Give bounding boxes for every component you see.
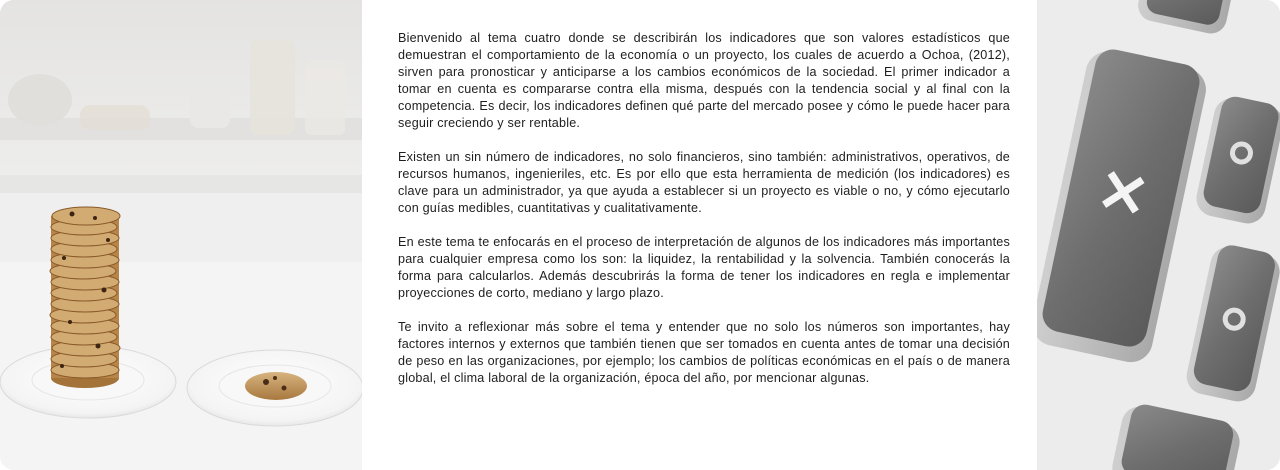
cookie-photo-illustration <box>0 0 362 470</box>
calculator-illustration <box>1037 0 1280 470</box>
calculator-keypad-photo <box>1037 0 1280 470</box>
intro-paragraph-1: Bienvenido al tema cuatro donde se describirán los indicadores que son valores estadísticos que demuestran el comportamiento de la economía o un proyecto, los cuales de acuerdo a Ochoa, (2012), sirven para pronosticar y anticiparse a los cambios económicos de la sociedad. El primer indicador a tomar en cuenta es compararse contra ella misma, después con la tendencia social y al final con la competencia. Es decir, los indicadores definen qué parte del mercado posee y cómo le puede hacer para seguir creciendo y ser rentable. <box>398 31 1010 130</box>
intro-text-body <box>398 30 1010 387</box>
intro-paragraph-4: Te invito a reflexionar más sobre el tema y entender que no solo los números son importantes, hay factores internos y externos que también tienen que ser tomados en cuenta antes de tomar una decisión de peso en las organizaciones, por ejemplo; los cambios de políticas económicas en el país o de manera global, el clima laboral de la organización, época del año, por mencionar algunas. <box>398 320 1010 385</box>
intro-paragraph-3: En este tema te enfocarás en el proceso de interpretación de algunos de los indicadores más importantes para cualquier empresa como los son: la liquidez, la rentabilidad y la solvencia. También conocerás la forma para calcularlos. Además descubrirás la forma de tener los indicadores en regla e implementar proyecciones de corto, mediano y largo plazo. <box>398 235 1010 300</box>
cookie-stack <box>50 207 120 388</box>
intro-text-panel <box>362 0 1037 470</box>
intro-paragraph-2: Existen un sin número de indicadores, no solo financieros, sino también: administrativos, operativos, de recursos humanos, ingenieriles, etc. Es por ello que esta herramienta de medición (los indicadores) es clave para un administrador, ya que ayuda a establecer si un proyecto es viable o no, y cómo ejecutarlo con guías medibles, cuantitativas y cualitativamente. <box>398 150 1010 215</box>
multiply-icon: × <box>1089 149 1158 234</box>
cookie-stack-photo <box>0 0 362 470</box>
